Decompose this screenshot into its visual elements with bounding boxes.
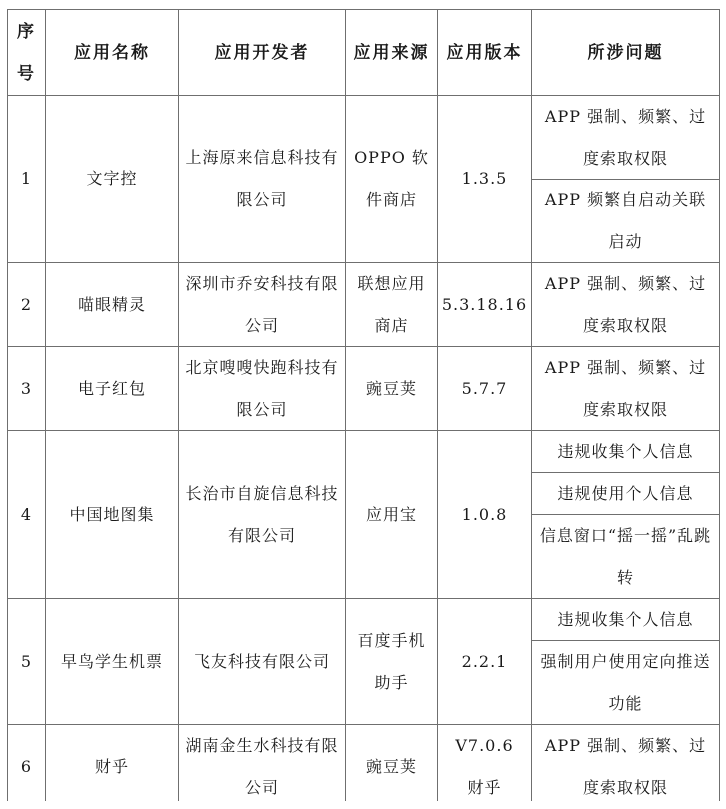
row-source: OPPO 软件商店	[354, 148, 429, 209]
row-issue: APP 强制、频繁、过度索取权限	[544, 357, 707, 419]
row-version: V7.0.6 财乎	[455, 736, 514, 797]
row-developer: 深圳市乔安科技有限公司	[185, 273, 339, 335]
row-app-name: 中国地图集	[69, 504, 155, 524]
row-source: 豌豆荚	[365, 757, 417, 776]
row-no: 1	[20, 169, 33, 188]
header-developer: 应用开发者	[214, 42, 310, 63]
row-version: 1.0.8	[461, 504, 508, 524]
header-issues: 所涉问题	[587, 42, 664, 63]
row-no: 6	[20, 757, 33, 776]
row-issue: 违规使用个人信息	[557, 483, 694, 503]
row-issue: 违规收集个人信息	[557, 441, 694, 461]
row-issue: 信息窗口“摇一摇”乱跳转	[539, 525, 712, 587]
row-issue: APP 强制、频繁、过度索取权限	[544, 273, 707, 335]
row-source: 联想应用商店	[357, 273, 426, 335]
row-no: 2	[20, 294, 33, 314]
row-issue: APP 强制、频繁、过度索取权限	[544, 736, 707, 797]
row-app-name: 喵眼精灵	[77, 294, 146, 314]
row-app-name: 财乎	[94, 757, 129, 776]
row-developer: 飞友科技有限公司	[193, 651, 330, 671]
row-issue: APP 频繁自启动关联启动	[544, 190, 707, 251]
row-no: 4	[20, 504, 33, 524]
row-version: 2.2.1	[461, 651, 508, 671]
row-developer: 湖南金生水科技有限公司	[185, 736, 339, 797]
header-no: 序号	[17, 21, 36, 84]
row-issue: APP 强制、频繁、过度索取权限	[544, 106, 707, 168]
column-rule	[719, 9, 720, 801]
row-issue: 违规收集个人信息	[557, 609, 694, 629]
row-source: 百度手机助手	[357, 630, 426, 692]
row-developer: 北京嗖嗖快跑科技有限公司	[185, 357, 339, 419]
row-version: 5.3.18.16	[441, 294, 528, 314]
row-source: 应用宝	[365, 504, 417, 524]
header-version: 应用版本	[446, 42, 523, 63]
row-version: 1.3.5	[461, 169, 508, 188]
row-developer: 上海原来信息科技有限公司	[185, 148, 339, 209]
row-no: 5	[20, 651, 33, 671]
row-source: 豌豆荚	[365, 378, 417, 398]
row-app-name: 文字控	[86, 169, 138, 188]
row-issue: 强制用户使用定向推送功能	[540, 651, 711, 713]
row-app-name: 电子红包	[77, 378, 146, 398]
row-no: 3	[20, 378, 33, 398]
header-app-name: 应用名称	[74, 42, 150, 63]
row-developer: 长治市自旋信息科技有限公司	[185, 483, 339, 545]
row-version: 5.7.7	[461, 378, 508, 398]
header-source: 应用来源	[353, 42, 430, 63]
row-app-name: 早鸟学生机票	[60, 651, 163, 671]
